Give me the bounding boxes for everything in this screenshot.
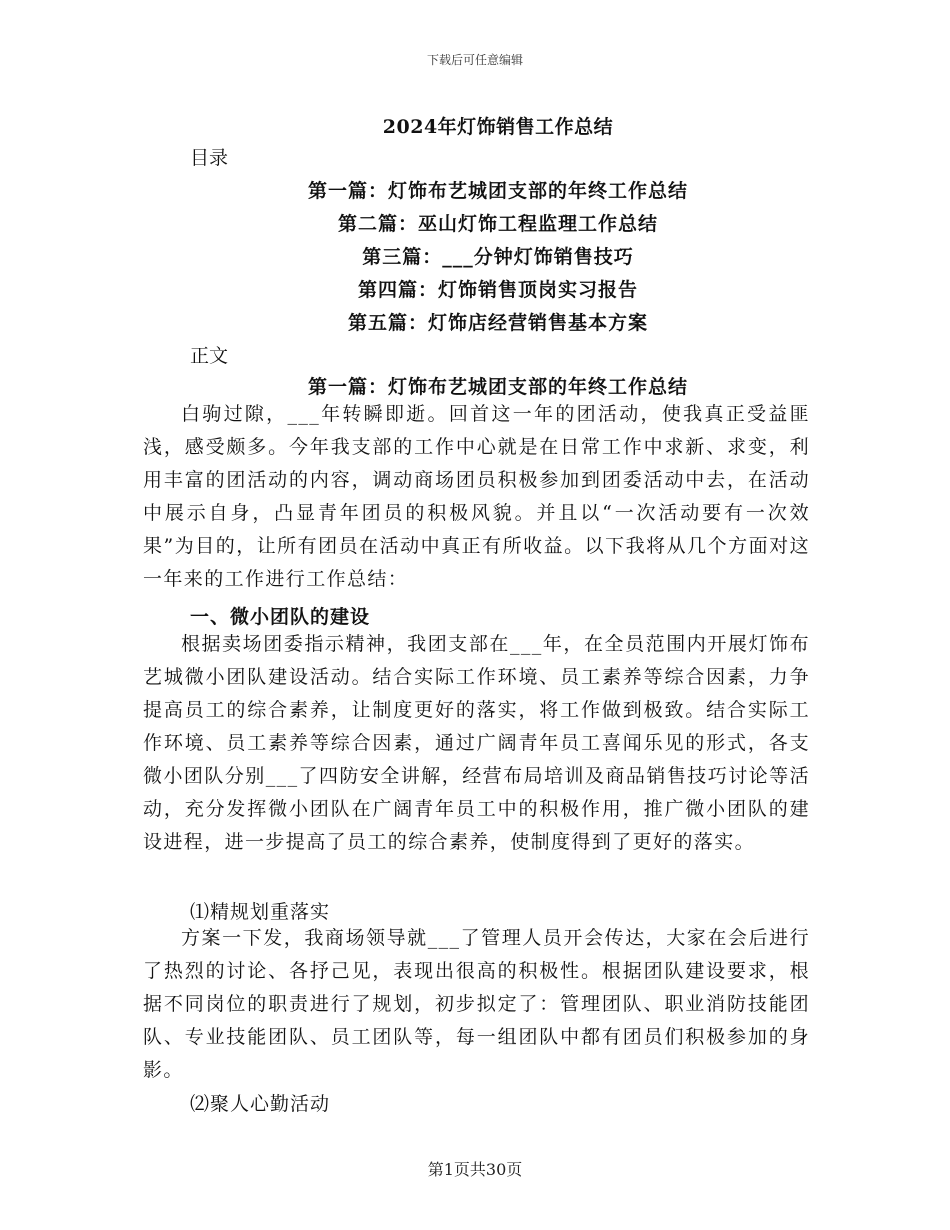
paragraph-2: 根据卖场团委指示精神，我团支部在___年，在全员范围内开展灯饰布艺城微小团队建设活动。结合实际工作环境、员工素养等综合因素，力争提高员工的综合素养，让制度更好的落实，将工作做到极致。结合实际工作环境、员工素养等综合因素，通过广阔青年员工喜闻乐见的形式，各支微小团队分别___了四防安全讲解，经营布局培训及商品销售技巧讨论等活动，充分发挥微小团队在广阔青年员工中的积极作用，推广微小团队的建设进程，进一步提高了员工的综合素养，使制度得到了更好的落实。: [143, 633, 810, 853]
body-label: 正文: [190, 345, 229, 367]
toc-item-4: 第四篇：灯饰销售顶岗实习报告: [357, 279, 638, 301]
section-title: 第一篇：灯饰布艺城团支部的年终工作总结: [307, 376, 688, 398]
section-heading-1: 一、微小团队的建设: [190, 606, 371, 628]
toc-item-5: 第五篇：灯饰店经营销售基本方案: [347, 312, 648, 334]
toc-item-3: 第三篇：___分钟灯饰销售技巧: [362, 246, 634, 268]
intro-paragraph: 白驹过隙，___年转瞬即逝。回首这一年的团活动，使我真正受益匪浅，感受颇多。今年我支部的工作中心就是在日常工作中求新、求变，利用丰富的团活动的内容，调动商场团员积极参加到团委活动中去，在活动中展示自身，凸显青年团员的积极风貌。并且以“一次活动要有一次效果”为目的，让所有团员在活动中真正有所收益。以下我将从几个方面对这一年来的工作进行工作总结：: [143, 403, 810, 590]
page-header-note: 下载后可任意编辑: [426, 53, 523, 67]
document-title: 2024年灯饰销售工作总结: [382, 116, 614, 138]
subheading-2: ⑵聚人心勤活动: [190, 1093, 331, 1115]
subheading-1: ⑴精规划重落实: [190, 901, 331, 923]
paragraph-3: 方案一下发，我商场领导就___了管理人员开会传达，大家在会后进行了热烈的讨论、各抒己见，表现出很高的积极性。根据团队建设要求，根据不同岗位的职责进行了规划，初步拟定了：管理团队、职业消防技能团队、专业技能团队、员工团队等，每一组团队中都有团员们积极参加的身影。: [143, 927, 810, 1081]
toc-item-1: 第一篇：灯饰布艺城团支部的年终工作总结: [307, 180, 688, 202]
page-footer: 第1页共30页: [427, 1160, 523, 1179]
toc-item-2: 第二篇：巫山灯饰工程监理工作总结: [337, 213, 658, 235]
toc-label: 目录: [190, 147, 229, 169]
